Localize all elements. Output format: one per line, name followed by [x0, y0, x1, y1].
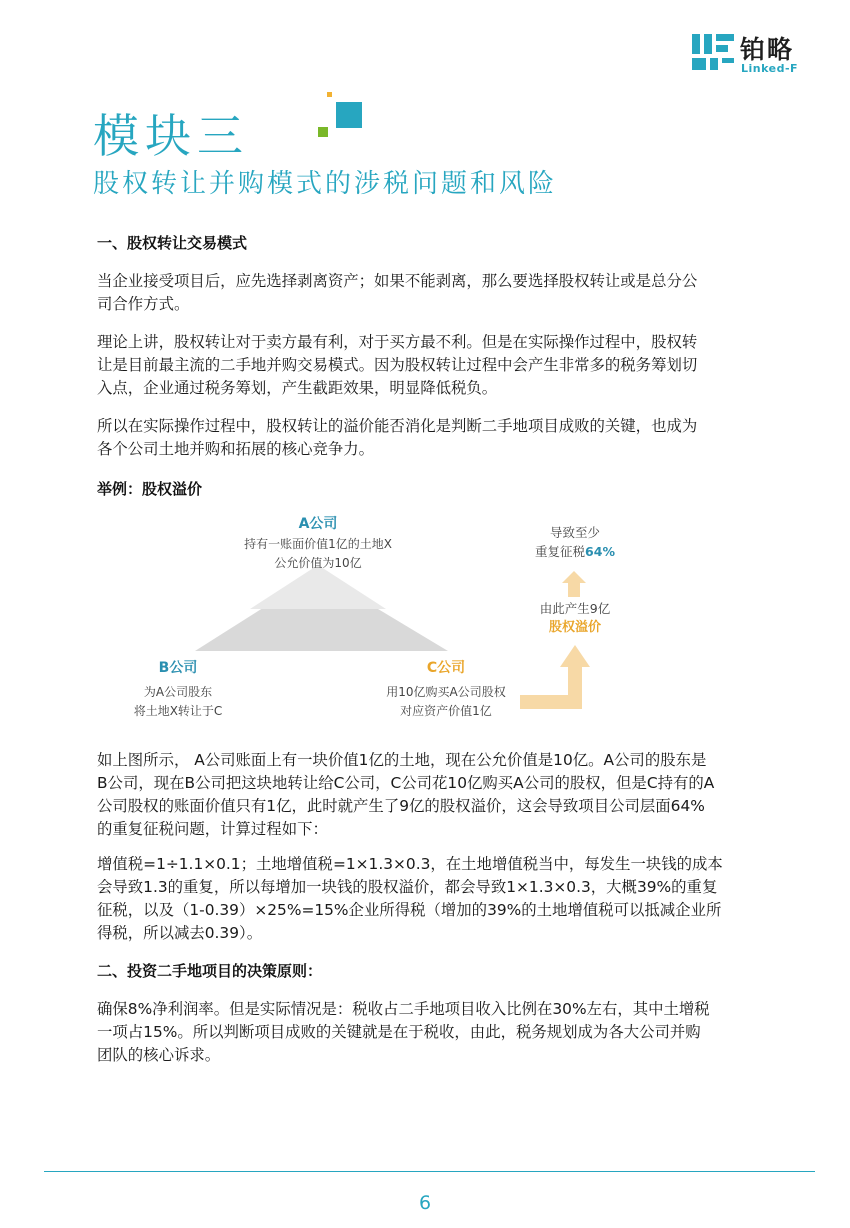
paragraph-3: 所以在实际操作过程中，股权转让的溢价能否消化是判断二手地项目成败的关键，也成为 各个公司土地并购和拓展的核心竞争力。 [97, 417, 698, 458]
page-number: 6 [418, 1192, 432, 1214]
logo-name-cn: 铂略 [740, 35, 795, 64]
section-heading-1: 一、股权转让交易模式 [97, 234, 248, 252]
paragraph-1: 当企业接受项目后，应先选择剥离资产；如果不能剥离，那么要选择股权转让或是总分公 司合作方式。 [97, 272, 698, 313]
module-subtitle: 股权转让并购模式的涉税问题和风险 [93, 169, 558, 199]
paragraph-2: 理论上讲，股权转让对于卖方最有利，对于买方最不利。但是在实际操作过程中，股权转 让是目前最主流的二手地并购交易模式。因为股权转让过程中会产生非常多的税务筹划切 入点，企业通过税务筹划，产生截距效果，明显降低税负。 [97, 333, 698, 397]
brand-logo [692, 30, 812, 76]
paragraph-6: 确保8%净利润率。但是实际情况是：税收占二手地项目收入比例在30%左右，其中土增税 一项占15%。所以判断项目成败的关键就是在于税收，由此，税务规划成为各大公司并购 团队的核心诉求。 [97, 1000, 710, 1064]
company-c-desc: 用10亿购买A公司股权 对应资产价值1亿 [386, 685, 506, 718]
footer-divider [44, 1171, 815, 1172]
tax-note: 导致至少 重复征税64% [535, 525, 615, 559]
premium-note: 由此产生9亿 股权溢价 [520, 599, 630, 637]
paragraph-4: 如上图所示， A公司账面上有一块价值1亿的土地，现在公允价值是10亿。A公司的股东是 B公司，现在B公司把这块地转让给C公司，C公司花10亿购买A公司的股权，但是C持有的A 公司股权的账面价值只有1亿，此时就产生了9亿的股权溢价，这会导致项目公司层面64% 的重复征税问题，计算过程如下： [97, 751, 715, 838]
logo-name-en: Linked-F [741, 62, 799, 75]
company-a-desc: 持有一账面价值1亿的土地X 公允价值为10亿 [244, 537, 392, 570]
decorative-squares-icon [316, 90, 368, 146]
section-heading-2: 二、投资二手地项目的决策原则： [97, 962, 323, 980]
paragraph-5: 增值税=1÷1.1×0.1；土地增值税=1×1.3×0.3，在土地增值税当中，每发生一块钱的成本 会导致1.3的重复，所以每增加一块钱的股权溢价，都会导致1×1.3×0.3，大概39%的重复 征税，以及（1-0.39）×25%=15%企业所得税（增加的39%的土地增值税可以抵减企业所 得税，所以减去0.39）。 [97, 855, 723, 942]
logo-mark-icon [692, 32, 736, 72]
example-heading: 举例：股权溢价 [97, 480, 203, 498]
up-arrow-icon [562, 571, 586, 597]
module-title: 模块三 [93, 109, 249, 163]
company-b-title: B公司 [158, 660, 198, 676]
company-b-desc: 为A公司股东 将土地X转让于C [133, 685, 223, 718]
equity-premium-diagram [100, 505, 740, 730]
company-c-title: C公司 [426, 660, 466, 676]
tax-percent: 64% [585, 544, 615, 559]
premium-label: 股权溢价 [548, 620, 601, 635]
company-a-title: A公司 [298, 516, 338, 532]
